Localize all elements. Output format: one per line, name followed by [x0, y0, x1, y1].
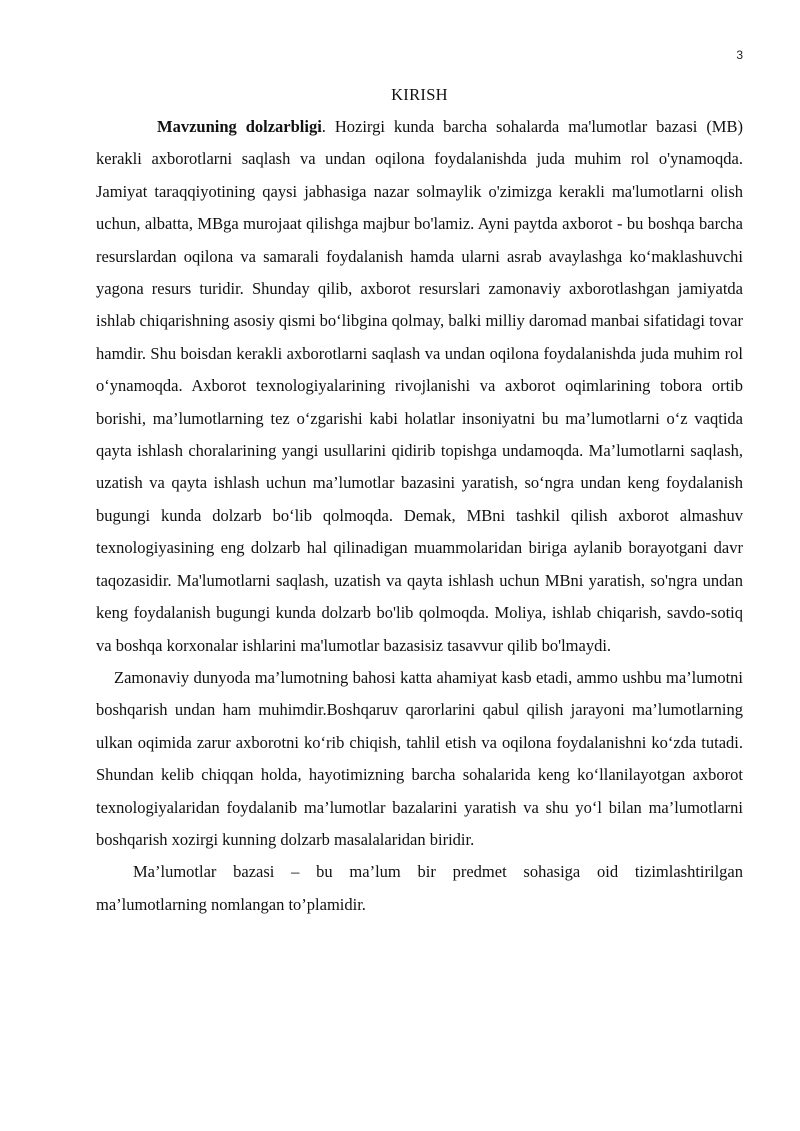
document-body — [96, 82, 743, 921]
page-number: 3 — [736, 48, 743, 62]
paragraph-text: . Hozirgi kunda barcha sohalarda ma'lumotlar bazasi (MB) kerakli axborotlarni saqlash va undan oqilona foydalanishda juda muhim rol o'ynamoqda. Jamiyat taraqqiyotining qaysi jabhasiga nazar solmaylik o'zimizga kerakli ma'lumotlarni olish uchun, albatta, MBga murojaat qilishga majbur bo'lamiz. Ayni paytda axborot - bu boshqa barcha resurslardan oqilona va samarali foydalanish hamda ularni asrab avaylashga ko‘maklashuvchi yagona resurs turidir. Shunday qilib, axborot resurslari zamonaviy axborotlashgan jamiyatda ishlab chiqarishning asosiy qismi bo‘libgina qolmay, balki milliy daromad manbai sifatidagi tovar hamdir. Shu boisdan kerakli axborotlarni saqlash va undan oqilona foydalanishda juda muhim rol o‘ynamoqda. Axborot texnologiyalarining rivojlanishi va axborot oqimlarining tobora ortib borishi, ma’lumotlarning tez o‘zgarishi kabi holatlar insoniyatni bu ma’lumotlarni o‘z vaqtida qayta ishlash choralarining yangi usullarini qidirib topishga undamoqda. Ma’lumotlarni saqlash, uzatish va qayta ishlash uchun ma’lumotlar bazasini yaratish, so‘ngra undan keng foydalanish bugungi kunda dolzarb bo‘lib qolmoqda. Demak, MBni tashkil qilish axborot almashuv texnologiyasining eng dolzarb hal qilinadigan muammolaridan biriga aylanib borayotgani davr taqozasidir. Ma'lumotlarni saqlash, uzatish va qayta ishlash uchun MBni yaratish, so'ngra undan keng foydalanish bugungi kunda dolzarb bo'lib qolmoqda. Moliya, ishlab chiqarish, savdo-sotiq va boshqa korxonalar ishlarini ma'lumotlar bazasisiz tasavvur qilib bo'lmaydi. — [96, 117, 743, 655]
paragraph-relevance — [96, 111, 743, 662]
paragraph-lead: Mavzuning dolzarbligi — [157, 117, 322, 136]
paragraph-modern-world: Zamonaviy dunyoda ma’lumotning bahosi katta ahamiyat kasb etadi, ammo ushbu ma’lumotni boshqarish undan ham muhimdir.Boshqaruv qarorlarini qabul qilish jarayoni ma’lumotlarning ulkan oqimida zarur axborotni ko‘rib chiqish, tahlil etish va oqilona foydalanishni ko‘zda tutadi. Shundan kelib chiqqan holda, hayotimizning barcha sohalarida keng ko‘llanilayotgan axborot texnologiyalaridan foydalanib ma’lumotlar bazalarini yaratish va shu yo‘l bilan ma’lumotlarni boshqarish xozirgi kunning dolzarb masalalaridan biridir. — [96, 667, 743, 849]
paragraph-database-definition: Ma’lumotlar bazasi – bu ma’lum bir predmet sohasiga oid tizimlashtirilgan ma’lumotlarning nomlangan to’plamidir. — [96, 862, 743, 914]
section-heading: KIRISH — [391, 85, 448, 104]
